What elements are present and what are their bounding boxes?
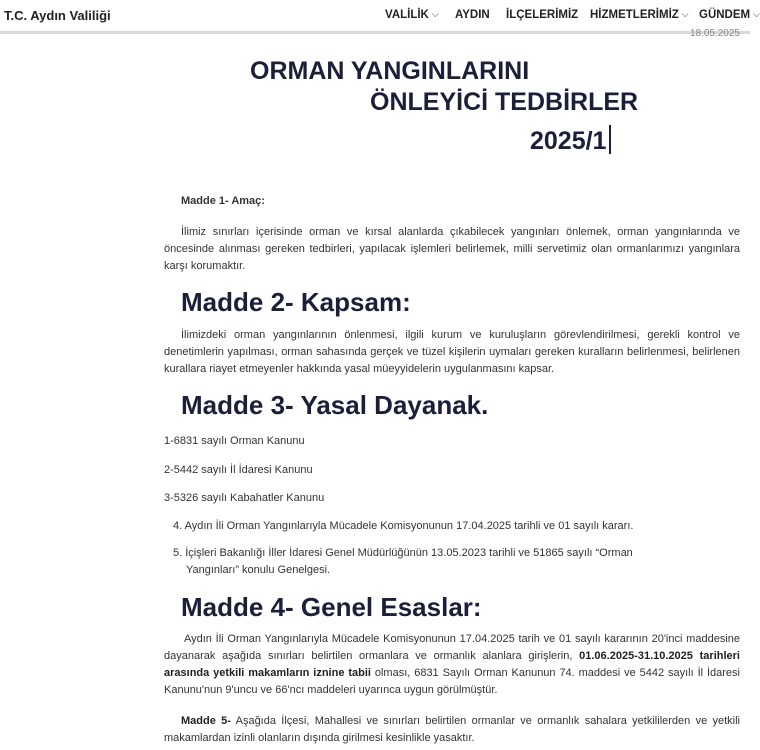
madde-4-date-range: 01.06.2025-31.10.2025 tarihleri arasında yetkili makamların iznine tabii [164,650,740,679]
law-item-1: 1-6831 sayılı Orman Kanunu [164,435,305,447]
text-cursor [609,125,611,154]
chevron-down-icon: ⌵ [431,9,439,19]
nav-hizmetlerimiz[interactable] [590,9,689,21]
main-nav [0,9,760,27]
chevron-down-icon: ⌵ [753,9,760,19]
nav-valilik-label: VALİLİK [385,9,429,21]
madde-1-text: İlimiz sınırları içerisinde orman ve kırsal alanlarda çıkabilecek yangınları önlemek, orman yangınlarında ve öncesinde alınması gereken tedbirleri, yapılacak işlemleri belirlemek, milli servetimiz olan ormanlarımızı yangınlara karşı korumaktır. [164,226,740,272]
site-brand-link[interactable]: T.C. Aydın Valiliği [4,8,111,23]
madde-4-text-a: Aydın İli Orman Yangınlarıyla Mücadele Komisyonunun 17.04.2025 tarih ve 01 sayılı kararının 20'inci maddesine dayanarak aşağıda sınırları belirtilen ormanlara ve ormanlık alanlara girişlerin, [164,633,740,662]
nav-ilcelerimiz[interactable] [506,9,578,21]
madde-4-heading: Madde 4- Genel Esaslar: [181,592,482,622]
madde-4-text-b: olması, 6831 Sayılı Orman Kanunun 74. maddesi ve 5442 sayılı İl İdaresi Kanunu'nun 9'uncu ve 66'ncı maddeleri uyarınca uygun görülmüştür. [164,667,740,696]
doc-title-line-3 [530,125,611,156]
nav-aydin-label: AYDIN [455,9,490,21]
madde-2-heading: Madde 2- Kapsam: [181,287,411,317]
nav-hizmetlerimiz-label: HİZMETLERİMİZ [590,9,679,21]
law-item-4: 4. Aydın İli Orman Yangınlarıyla Mücadele Komisyonunun 17.04.2025 tarihli ve 01 sayılı kararı. [173,520,634,532]
top-navigation-bar [0,0,760,34]
madde-4-text [164,631,740,699]
madde-2-text: İlimizdeki orman yangınlarının önlenmesi, ilgili kurum ve kuruluşların görevlendirilmesi, gerekli kontrol ve denetimlerin yapılması, orman sahasında gerçek ve tüzel kişilerin uymaları gereken kuralların belirlenmesi, belirlenen kurallara riayet etmeyenler hakkında yasal müeyyidelerin uygulanmasını kapsar. [164,329,740,375]
madde-1-heading: Madde 1- Amaç: [181,195,265,207]
madde-5-label: Madde 5- [181,715,231,727]
chevron-down-icon: ⌵ [681,9,689,19]
law-item-5-line-2: Yangınları” konulu Genelgesi. [186,564,331,576]
law-item-5-line-1: 5. İçişleri Bakanlığı İller İdaresi Genel Müdürlüğünün 13.05.2023 tarihli ve 51865 sayılı “Orman [173,547,633,559]
law-item-3: 3-5326 sayılı Kabahatler Kanunu [164,492,325,504]
law-item-5 [173,545,673,579]
nav-gundem-label: GÜNDEM [699,9,751,21]
nav-aydin[interactable] [455,9,490,21]
doc-title-line-2: ÖNLEYİCİ TEDBİRLER [370,88,639,116]
madde-5-body: Aşağıda İlçesi, Mahallesi ve sınırları belirtilen ormanlar ve ormanlık sahalara yetkililerden ve yetkili makamlardan izinli olanların dışında girilmesi kesinlikle yasaktır. [164,715,740,744]
madde-3-heading: Madde 3- Yasal Dayanak. [181,390,489,420]
doc-title-number: 2025/1 [530,127,607,155]
doc-title-line-1: ORMAN YANGINLARINI [250,57,530,85]
nav-ilcelerimiz-label: İLÇELERİMİZ [506,9,579,21]
nav-valilik[interactable] [385,9,439,21]
law-item-2: 2-5442 sayılı İl İdaresi Kanunu [164,464,313,476]
publish-date: 18.05.2025 [689,28,740,39]
nav-gundem[interactable] [699,9,760,21]
madde-5-text [164,713,740,747]
